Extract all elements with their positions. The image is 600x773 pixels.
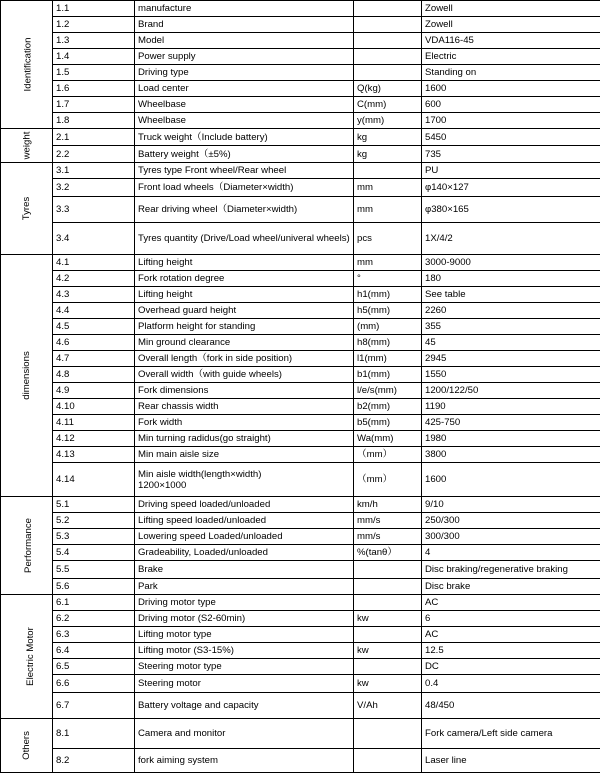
row-item: Tyres type Front wheel/Rear wheel [135,163,354,179]
table-row [1,611,600,627]
row-unit: l/e/s(mm) [354,383,422,399]
row-item: Min main aisle size [135,447,354,463]
table-row [1,545,600,561]
row-item: Front load wheels（Diameter×width) [135,179,354,197]
table-row [1,643,600,659]
row-unit: kg [354,129,422,146]
row-unit: mm [354,255,422,271]
row-value: Zowell [422,17,600,33]
table-row [1,497,600,513]
row-item: Overall width（with guide wheels) [135,367,354,383]
table-row [1,255,600,271]
row-number: 4.3 [53,287,135,303]
row-unit: mm/s [354,529,422,545]
row-item: Platform height for standing [135,319,354,335]
row-unit [354,33,422,49]
row-value: 1190 [422,399,600,415]
table-row [1,113,600,129]
row-unit [354,579,422,595]
row-number: 4.9 [53,383,135,399]
row-item: Wheelbase [135,97,354,113]
row-value: Standing on [422,65,600,81]
row-unit: h8(mm) [354,335,422,351]
row-unit [354,659,422,675]
group-tyres: Tyres [1,163,53,255]
row-item: Driving motor type [135,595,354,611]
row-value: 12.5 [422,643,600,659]
row-unit: km/h [354,497,422,513]
row-value: 300/300 [422,529,600,545]
row-unit: mm [354,197,422,223]
row-unit: mm/s [354,513,422,529]
row-value: DC [422,659,600,675]
table-row [1,431,600,447]
row-unit: b2(mm) [354,399,422,415]
table-row [1,693,600,719]
row-item: Driving motor (S2-60min) [135,611,354,627]
row-item: Tyres quantity (Drive/Load wheel/univeral wheels) [135,223,354,255]
row-item: Park [135,579,354,595]
row-value: Fork camera/Left side camera [422,719,600,749]
table-row [1,223,600,255]
row-value: 45 [422,335,600,351]
row-value: 1550 [422,367,600,383]
row-number: 6.3 [53,627,135,643]
row-item: Rear chassis width [135,399,354,415]
row-item: Min ground clearance [135,335,354,351]
row-item-line2: 1200×1000 [138,479,187,491]
row-item: Overall length（fork in side position) [135,351,354,367]
row-number: 5.1 [53,497,135,513]
row-value: Disc brake [422,579,600,595]
row-number: 3.3 [53,197,135,223]
row-value: 3000-9000 [422,255,600,271]
group-dimensions: dimensions [1,255,53,497]
row-value: PU [422,163,600,179]
row-number: 6.5 [53,659,135,675]
row-value: 0.4 [422,675,600,693]
row-value: 2945 [422,351,600,367]
row-item: Fork dimensions [135,383,354,399]
row-item: fork aiming system [135,749,354,773]
row-number: 2.1 [53,129,135,146]
row-unit: C(mm) [354,97,422,113]
table-row [1,513,600,529]
row-number: 5.5 [53,561,135,579]
group-identification: Identification [1,1,53,129]
row-number: 6.6 [53,675,135,693]
table-row [1,335,600,351]
row-unit: kg [354,146,422,163]
table-row [1,415,600,431]
row-item: Fork width [135,415,354,431]
group-weight: weight [1,129,53,163]
table-row [1,351,600,367]
row-number: 4.8 [53,367,135,383]
table-row [1,719,600,749]
row-number: 4.11 [53,415,135,431]
row-value: φ140×127 [422,179,600,197]
row-number: 1.1 [53,1,135,17]
row-unit [354,595,422,611]
table-row [1,271,600,287]
row-unit [354,17,422,33]
table-row [1,97,600,113]
row-item: Camera and monitor [135,719,354,749]
row-number: 4.2 [53,271,135,287]
group-electric-motor: Electric Motor [1,595,53,719]
row-item: Steering motor [135,675,354,693]
row-unit: h5(mm) [354,303,422,319]
row-number: 5.4 [53,545,135,561]
row-number: 6.7 [53,693,135,719]
row-unit: kw [354,643,422,659]
row-item: Wheelbase [135,113,354,129]
table-row [1,595,600,611]
row-unit: V/Ah [354,693,422,719]
table-row [1,17,600,33]
row-value: AC [422,627,600,643]
row-unit: （mm） [354,447,422,463]
row-unit [354,1,422,17]
table-row [1,675,600,693]
row-unit [354,749,422,773]
row-number: 8.2 [53,749,135,773]
table-row [1,179,600,197]
table-row [1,129,600,146]
table-row [1,303,600,319]
table-row [1,463,600,497]
table-row [1,399,600,415]
row-value: Electric [422,49,600,65]
row-item: Gradeability, Loaded/unloaded [135,545,354,561]
row-number: 4.12 [53,431,135,447]
row-item: Driving type [135,65,354,81]
row-unit: Wa(mm) [354,431,422,447]
row-value: 5450 [422,129,600,146]
row-unit [354,65,422,81]
table-row [1,367,600,383]
row-value: 3800 [422,447,600,463]
row-number: 4.4 [53,303,135,319]
row-number: 1.7 [53,97,135,113]
row-unit: b1(mm) [354,367,422,383]
row-number: 4.1 [53,255,135,271]
row-number: 4.14 [53,463,135,497]
row-value: 355 [422,319,600,335]
table-row [1,287,600,303]
row-value: 1980 [422,431,600,447]
row-unit: kw [354,675,422,693]
row-number: 4.6 [53,335,135,351]
table-row [1,197,600,223]
row-number: 5.2 [53,513,135,529]
row-item: Power supply [135,49,354,65]
row-item: Battery weight（±5%) [135,146,354,163]
row-number: 6.1 [53,595,135,611]
row-item: Lowering speed Loaded/unloaded [135,529,354,545]
group-others: Others [1,719,53,773]
row-number: 1.2 [53,17,135,33]
group-performance: Performance [1,497,53,595]
row-value: See table [422,287,600,303]
row-item: Brake [135,561,354,579]
row-item: Lifting height [135,287,354,303]
table-row [1,447,600,463]
row-value: 600 [422,97,600,113]
table-row [1,319,600,335]
row-unit: %(tanθ） [354,545,422,561]
row-unit: (mm) [354,319,422,335]
table-row [1,561,600,579]
row-number: 1.3 [53,33,135,49]
row-item: Lifting motor (S3-15%) [135,643,354,659]
row-value: 48/450 [422,693,600,719]
row-number: 1.6 [53,81,135,97]
row-item: Lifting height [135,255,354,271]
row-number: 1.4 [53,49,135,65]
row-unit: y(mm) [354,113,422,129]
row-value: φ380×165 [422,197,600,223]
row-number: 2.2 [53,146,135,163]
row-item: Steering motor type [135,659,354,675]
table-row [1,81,600,97]
row-value: 250/300 [422,513,600,529]
row-value: Disc braking/regenerative braking [422,561,600,579]
row-value: 2260 [422,303,600,319]
row-unit: h1(mm) [354,287,422,303]
row-item-line1: Min aisle width(length×width) [138,468,262,480]
row-number: 4.7 [53,351,135,367]
row-unit: （mm） [354,463,422,497]
row-value: 1700 [422,113,600,129]
table-row [1,627,600,643]
row-unit [354,163,422,179]
row-number: 6.2 [53,611,135,627]
table-row [1,146,600,163]
table-row [1,49,600,65]
table-row [1,33,600,49]
row-unit: Q(kg) [354,81,422,97]
table-row [1,749,600,773]
row-value: Zowell [422,1,600,17]
table-row [1,1,600,17]
table-row [1,383,600,399]
row-unit [354,561,422,579]
table-row [1,659,600,675]
row-value: 9/10 [422,497,600,513]
row-number: 5.3 [53,529,135,545]
row-item: manufacture [135,1,354,17]
row-item: Lifting motor type [135,627,354,643]
row-number: 4.10 [53,399,135,415]
row-item: Overhead guard height [135,303,354,319]
row-number: 4.5 [53,319,135,335]
table-row [1,529,600,545]
row-value: 4 [422,545,600,561]
row-number: 5.6 [53,579,135,595]
row-unit: pcs [354,223,422,255]
row-number: 3.4 [53,223,135,255]
row-value: 425-750 [422,415,600,431]
row-unit: mm [354,179,422,197]
row-value: 1600 [422,81,600,97]
row-unit [354,627,422,643]
row-item [135,463,354,497]
row-number: 3.2 [53,179,135,197]
row-number: 3.1 [53,163,135,179]
row-unit: l1(mm) [354,351,422,367]
table-row [1,579,600,595]
row-item: Brand [135,17,354,33]
row-number: 8.1 [53,719,135,749]
row-item: Load center [135,81,354,97]
row-unit [354,719,422,749]
table-row [1,65,600,81]
row-value: 180 [422,271,600,287]
row-item: Model [135,33,354,49]
row-number: 1.5 [53,65,135,81]
row-item: Fork rotation degree [135,271,354,287]
row-value: 1X/4/2 [422,223,600,255]
row-value: 1600 [422,463,600,497]
row-number: 1.8 [53,113,135,129]
row-item: Battery voltage and capacity [135,693,354,719]
row-value: 735 [422,146,600,163]
table-row [1,163,600,179]
row-item: Truck weight（Include battery) [135,129,354,146]
row-unit: ° [354,271,422,287]
row-unit: kw [354,611,422,627]
row-number: 4.13 [53,447,135,463]
row-item: Min turning radidus(go straight) [135,431,354,447]
row-unit: b5(mm) [354,415,422,431]
row-value: VDA116-45 [422,33,600,49]
row-value: Laser line [422,749,600,773]
row-item: Rear driving wheel（Diameter×width) [135,197,354,223]
row-value: 1200/122/50 [422,383,600,399]
row-value: 6 [422,611,600,627]
row-unit [354,49,422,65]
row-number: 6.4 [53,643,135,659]
row-item: Lifting speed loaded/unloaded [135,513,354,529]
row-item: Driving speed loaded/unloaded [135,497,354,513]
row-value: AC [422,595,600,611]
